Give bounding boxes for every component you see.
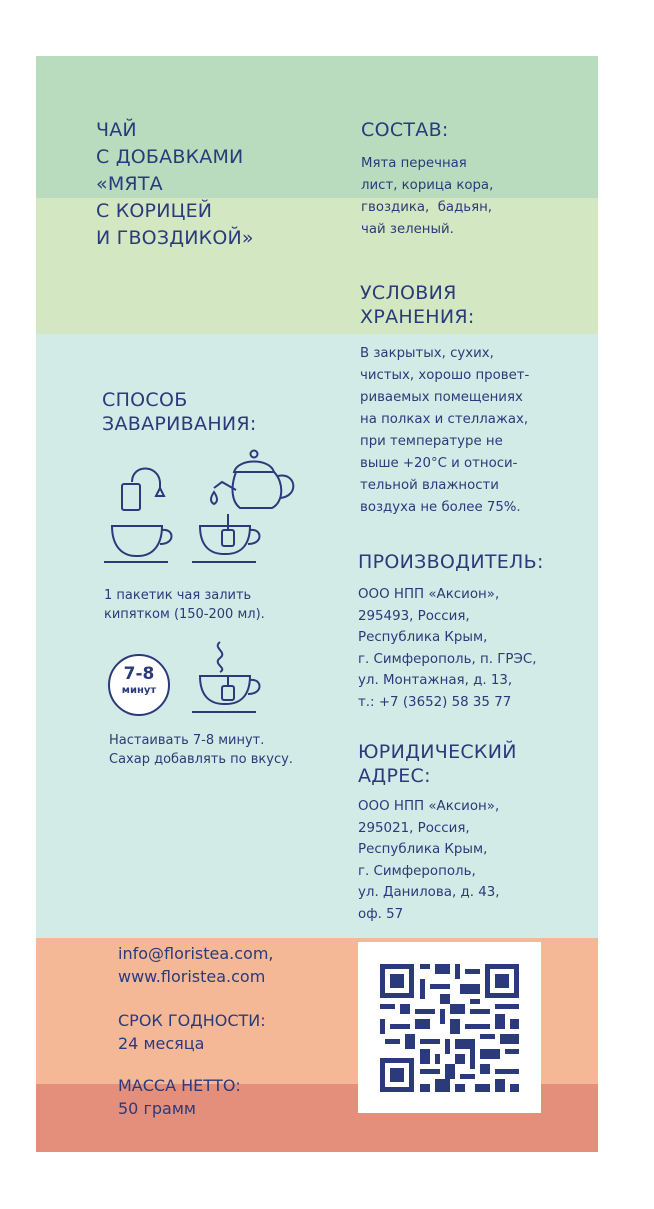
qr-code [358,942,541,1113]
shelf-life-heading: СРОК ГОДНОСТИ: [118,1011,266,1030]
teabag-cup-icon [104,460,184,570]
timer-unit: минут [121,685,157,696]
storage-heading: УСЛОВИЯ ХРАНЕНИЯ: [360,282,475,328]
net-weight-heading: МАССА НЕТТО: [118,1076,241,1095]
contacts-text: info@floristea.com, www.floristea.com [118,944,274,986]
shelf-life-value: 24 месяца [118,1034,205,1053]
composition-heading: СОСТАВ: [361,119,449,141]
steaming-cup-icon [190,640,266,720]
timer-value: 7-8 [123,664,155,684]
manufacturer-heading: ПРОИЗВОДИТЕЛЬ: [358,551,544,573]
brewing-heading: СПОСОБ ЗАВАРИВАНИЯ: [102,389,257,435]
manufacturer-text: ООО НПП «Аксион», 295493, Россия, Республика Крым, г. Симферополь, п. ГРЭС, ул. Монтажная, д. 13, т.: +7 (3652) 58 35 77 [358,587,537,710]
brewing-step1: 1 пакетик чая залить кипятком (150-200 мл). [104,588,265,622]
legal-heading: ЮРИДИЧЕСКИЙ АДРЕС: [358,741,517,787]
brewing-step2: Настаивать 7-8 минут. Сахар добавлять по вкусу. [109,733,293,767]
storage-text: В закрытых, сухих, чистых, хорошо провет- риваемых помещениях на полках и стеллажах, при температуре не выше +20°С и относи- тельной влажности воздуха не более 75%. [360,346,530,515]
product-title: ЧАЙ С ДОБАВКАМИ «МЯТА С КОРИЦЕЙ И ГВОЗДИКОЙ» [96,119,254,249]
teapot-cup-icon [192,448,302,570]
legal-text: ООО НПП «Аксион», 295021, Россия, Республика Крым, г. Симферополь, ул. Данилова, д. 43, оф. 57 [358,799,500,922]
net-weight-value: 50 грамм [118,1099,196,1118]
qr-code-icon [358,942,541,1113]
composition-text: Мята перечная лист, корица кора, гвоздика, бадьян, чай зеленый. [361,156,494,237]
